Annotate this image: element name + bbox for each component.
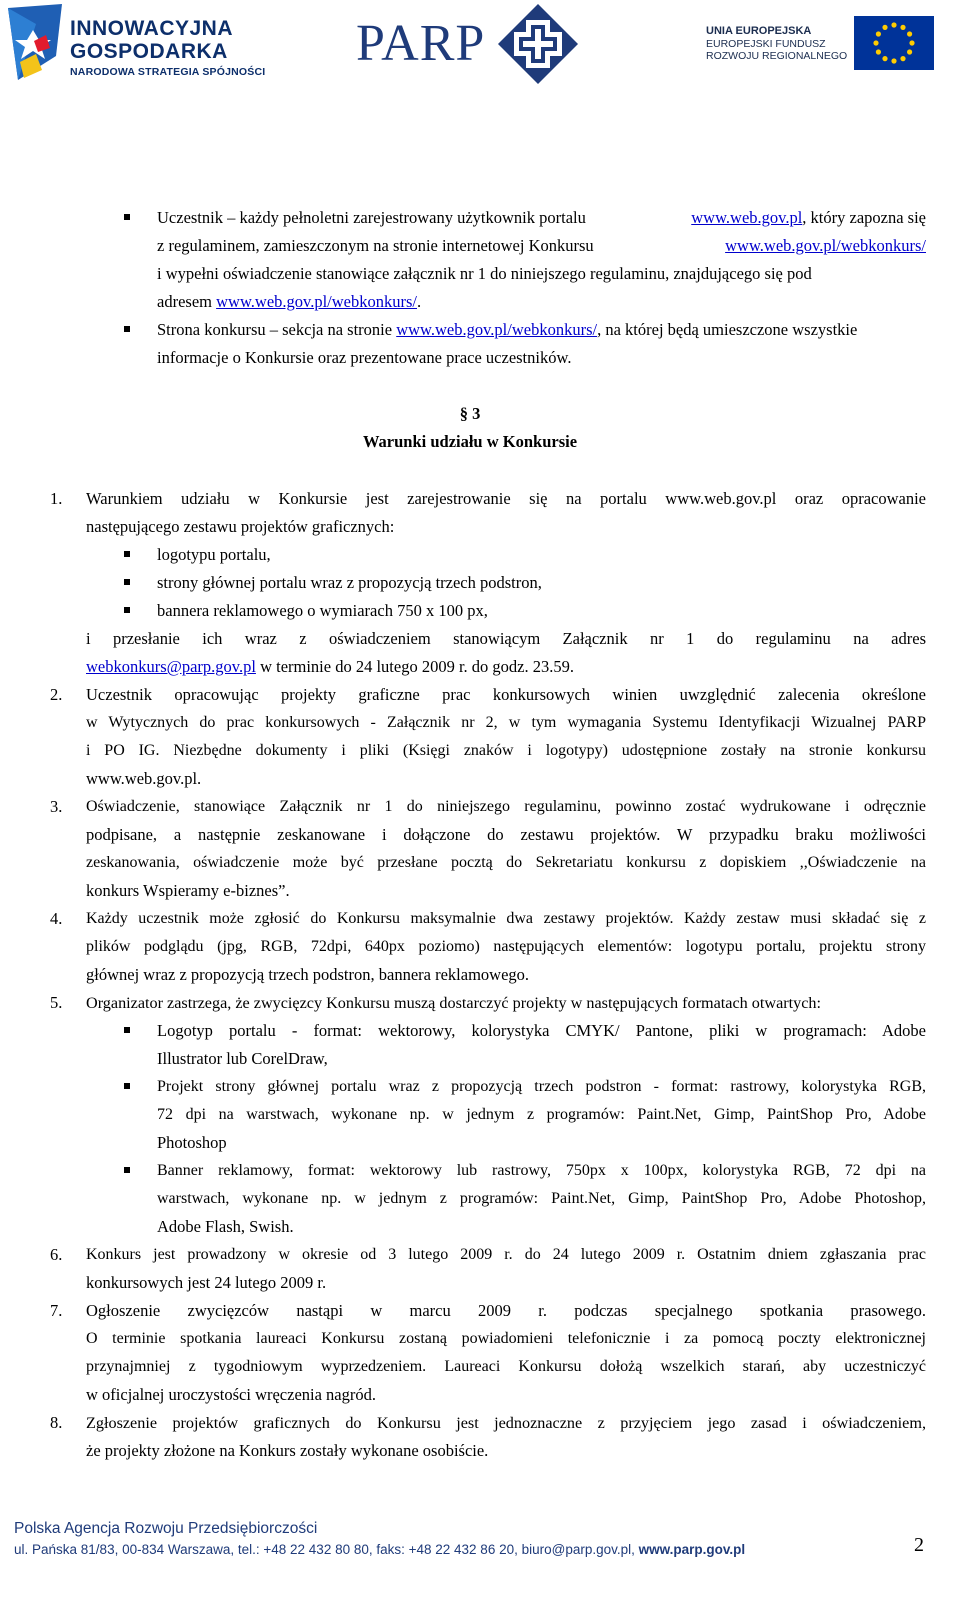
bullet-icon bbox=[124, 1027, 130, 1033]
definition-site-line1: Strona konkursu – sekcja na stronie www.web.gov.pl/webkonkurs/, na której będą umieszczone wszystkie bbox=[157, 320, 858, 339]
item7-line3: przynajmniej z tygodniowym wyprzedzeniem. Laureaci Konkursu dołożą wszelkich starań, aby uczestniczyć bbox=[86, 1358, 926, 1375]
bullet-icon bbox=[124, 326, 130, 332]
item2-line4: www.web.gov.pl. bbox=[86, 769, 202, 788]
item6-line1: Konkurs jest prowadzony w okresie od 3 lutego 2009 r. do 24 lutego 2009 r. Ostatnim dniem zgłaszania prac bbox=[86, 1246, 926, 1263]
definition-participant-line2: z regulaminem, zamieszczonym na stronie internetowej Konkursu www.web.gov.pl/webkonkurs/ bbox=[157, 236, 926, 255]
item2-line3: i PO IG. Niezbędne dokumenty i pliki (Księgi znaków i logotypy) udostępnione zostały na stronie konkursu bbox=[86, 742, 926, 759]
item-number: 3. bbox=[50, 797, 63, 816]
definition-participant-line1: Uczestnik – każdy pełnoletni zarejestrowany użytkownik portalu www.web.gov.pl, który zapozna się bbox=[157, 208, 926, 227]
eu-flag-icon bbox=[854, 16, 934, 70]
item5-sub2-line3: Photoshop bbox=[157, 1133, 227, 1152]
eu-title: UNIA EUROPEJSKA bbox=[706, 25, 812, 37]
item7-line2: O terminie spotkania laureaci Konkursu zostaną powiadomieni telefonicznie i za pomocą poczty elektronicznej bbox=[86, 1330, 926, 1347]
item4-line1: Każdy uczestnik może zgłosić do Konkursu maksymalnie dwa zestawy projektów. Każdy zestaw musi składać się z bbox=[86, 910, 926, 927]
item2-line2: w Wytycznych do prac konkursowych - Załącznik nr 2, w tym wymagania Systemu Identyfikacji Wizualnej PARP bbox=[86, 714, 926, 731]
link-webkonkurs[interactable]: www.web.gov.pl/webkonkurs/ bbox=[216, 292, 417, 311]
parp-diamond-icon bbox=[496, 2, 580, 86]
ig-star-emblem-icon bbox=[6, 4, 68, 86]
item8-line2: że projekty złożone na Konkurs zostały wykonane osobiście. bbox=[86, 1441, 489, 1460]
definition-site-line2: informacje o Konkursie oraz prezentowane prace uczestników. bbox=[157, 348, 572, 367]
item1-sub3: bannera reklamowego o wymiarach 750 x 100 px, bbox=[157, 601, 488, 620]
ig-title-line2: GOSPODARKA bbox=[70, 40, 228, 63]
item1-line4: webkonkurs@parp.gov.pl w terminie do 24 lutego 2009 r. do godz. 23.59. bbox=[86, 657, 574, 676]
item-number: 8. bbox=[50, 1413, 63, 1432]
innowacyjna-gospodarka-logo bbox=[6, 4, 266, 84]
item5-sub1-line2: Illustrator lub CorelDraw, bbox=[157, 1049, 328, 1068]
item-number: 5. bbox=[50, 993, 63, 1012]
item3-line4: konkurs Wspieramy e-biznes”. bbox=[86, 881, 290, 900]
bullet-icon bbox=[124, 607, 130, 613]
page-footer bbox=[14, 1520, 745, 1557]
item-number: 4. bbox=[50, 909, 63, 928]
link-webkonkurs[interactable]: www.web.gov.pl/webkonkurs/ bbox=[396, 320, 598, 339]
item-number: 7. bbox=[50, 1301, 63, 1320]
item-number: 6. bbox=[50, 1245, 63, 1264]
section-title: Warunki udziału w Konkursie bbox=[362, 432, 578, 451]
link-email-webkonkurs[interactable]: webkonkurs@parp.gov.pl bbox=[86, 657, 256, 676]
parp-wordmark: PARP bbox=[356, 15, 486, 72]
definition-participant-line3: i wypełni oświadczenie stanowiące załącznik nr 1 do niniejszego regulaminu, znajdującego się pod bbox=[157, 264, 812, 283]
item7-line1: Ogłoszenie zwycięzców nastąpi w marcu 2009 r. podczas specjalnego spotkania prasowego. bbox=[86, 1301, 926, 1320]
ig-subtitle: NARODOWA STRATEGIA SPÓJNOŚCI bbox=[70, 66, 266, 78]
item5-sub2-line1: Projekt strony głównej portalu wraz z propozycją trzech podstron - format: rastrowy, kolorystyka RGB, bbox=[157, 1078, 926, 1095]
item5-sub2-line2: 72 dpi na warstwach, wykonane np. w jednym z programów: Paint.Net, Gimp, PaintShop Pro, Adobe bbox=[157, 1106, 926, 1123]
item5-sub3-line3: Adobe Flash, Swish. bbox=[157, 1217, 294, 1236]
item5-sub3-line1: Banner reklamowy, format: wektorowy lub rastrowy, 750px x 100px, kolorystyka RGB, 72 dpi na bbox=[157, 1162, 926, 1179]
bullet-icon bbox=[124, 579, 130, 585]
definition-participant-line4: adresem www.web.gov.pl/webkonkurs/. bbox=[157, 292, 422, 311]
footer-org-name: Polska Agencja Rozwoju Przedsiębiorczości bbox=[14, 1520, 318, 1537]
parp-logo bbox=[356, 0, 596, 90]
item1-line1: Warunkiem udziału w Konkursie jest zarejestrowanie się na portalu www.web.gov.pl oraz opracowanie bbox=[86, 489, 926, 508]
eu-fund-line1: EUROPEJSKI FUNDUSZ bbox=[706, 37, 826, 50]
ig-title-line1: INNOWACYJNA bbox=[70, 17, 234, 40]
bullet-icon bbox=[124, 214, 130, 220]
item8-line1: Zgłoszenie projektów graficznych do Konkursu jest jednoznaczne z przyjęciem jego zasad i oświadczeniem, bbox=[86, 1414, 926, 1432]
footer-address: ul. Pańska 81/83, 00-834 Warszawa, tel.: +48 22 432 80 80, faks: +48 22 432 86 20, biuro@parp.gov.pl, www.parp.gov.pl bbox=[14, 1542, 746, 1557]
item5-sub1-line1: Logotyp portalu - format: wektorowy, kolorystyka CMYK/ Pantone, pliki w programach: Adobe bbox=[157, 1021, 926, 1040]
bullet-icon bbox=[124, 1083, 130, 1089]
item-number: 1. bbox=[50, 489, 63, 508]
eu-logo bbox=[706, 14, 956, 74]
item3-line3: zeskanowania, oświadczenie może być przesłane pocztą do Sekretariatu konkursu z dopiskiem ,,Oświadczenie na bbox=[86, 854, 926, 871]
item4-line2: plików podglądu (jpg, RGB, 72dpi, 640px poziomo) następujących elementów: logotypu portalu, projektu strony bbox=[86, 938, 926, 955]
page-header bbox=[0, 0, 960, 100]
item6-line2: konkursowych jest 24 lutego 2009 r. bbox=[86, 1273, 327, 1292]
bullet-icon bbox=[124, 551, 130, 557]
item2-line1: Uczestnik opracowując projekty graficzne prac konkursowych winien uwzględnić zalecenia określone bbox=[86, 685, 926, 704]
item5-sub3-line2: warstwach, wykonane np. w jednym z programów: Paint.Net, Gimp, PaintShop Pro, Adobe Photoshop, bbox=[157, 1190, 926, 1207]
item1-line3: i przesłanie ich wraz z oświadczeniem stanowiącym Załącznik nr 1 do regulaminu na adres bbox=[86, 629, 926, 648]
item3-line2: podpisane, a następnie zeskanowane i dołączone do zestawu projektów. W przypadku braku możliwości bbox=[86, 825, 926, 844]
footer-website[interactable]: www.parp.gov.pl bbox=[638, 1542, 746, 1557]
bullet-icon bbox=[124, 1167, 130, 1173]
page-number: 2 bbox=[914, 1534, 924, 1556]
link-web-gov[interactable]: www.web.gov.pl bbox=[691, 208, 803, 227]
section-number: § 3 bbox=[459, 404, 481, 423]
item7-line4: w oficjalnej uroczystości wręczenia nagród. bbox=[86, 1385, 376, 1404]
eu-fund-line2: ROZWOJU REGIONALNEGO bbox=[706, 50, 848, 63]
item-number: 2. bbox=[50, 685, 63, 704]
item1-line2: następującego zestawu projektów graficznych: bbox=[86, 517, 395, 536]
item1-sub2: strony głównej portalu wraz z propozycją trzech podstron, bbox=[157, 573, 542, 592]
item3-line1: Oświadczenie, stanowiące Załącznik nr 1 do niniejszego regulaminu, powinno zostać wydrukowane i odręcznie bbox=[86, 798, 926, 815]
item4-line3: głównej wraz z propozycją trzech podstron, bannera reklamowego. bbox=[86, 965, 530, 984]
item5-line1: Organizator zastrzega, że zwycięzcy Konkursu muszą dostarczyć projekty w następujących formatach otwartych: bbox=[86, 994, 822, 1012]
item1-sub1: logotypu portalu, bbox=[157, 545, 271, 564]
link-webkonkurs[interactable]: www.web.gov.pl/webkonkurs/ bbox=[725, 236, 926, 255]
